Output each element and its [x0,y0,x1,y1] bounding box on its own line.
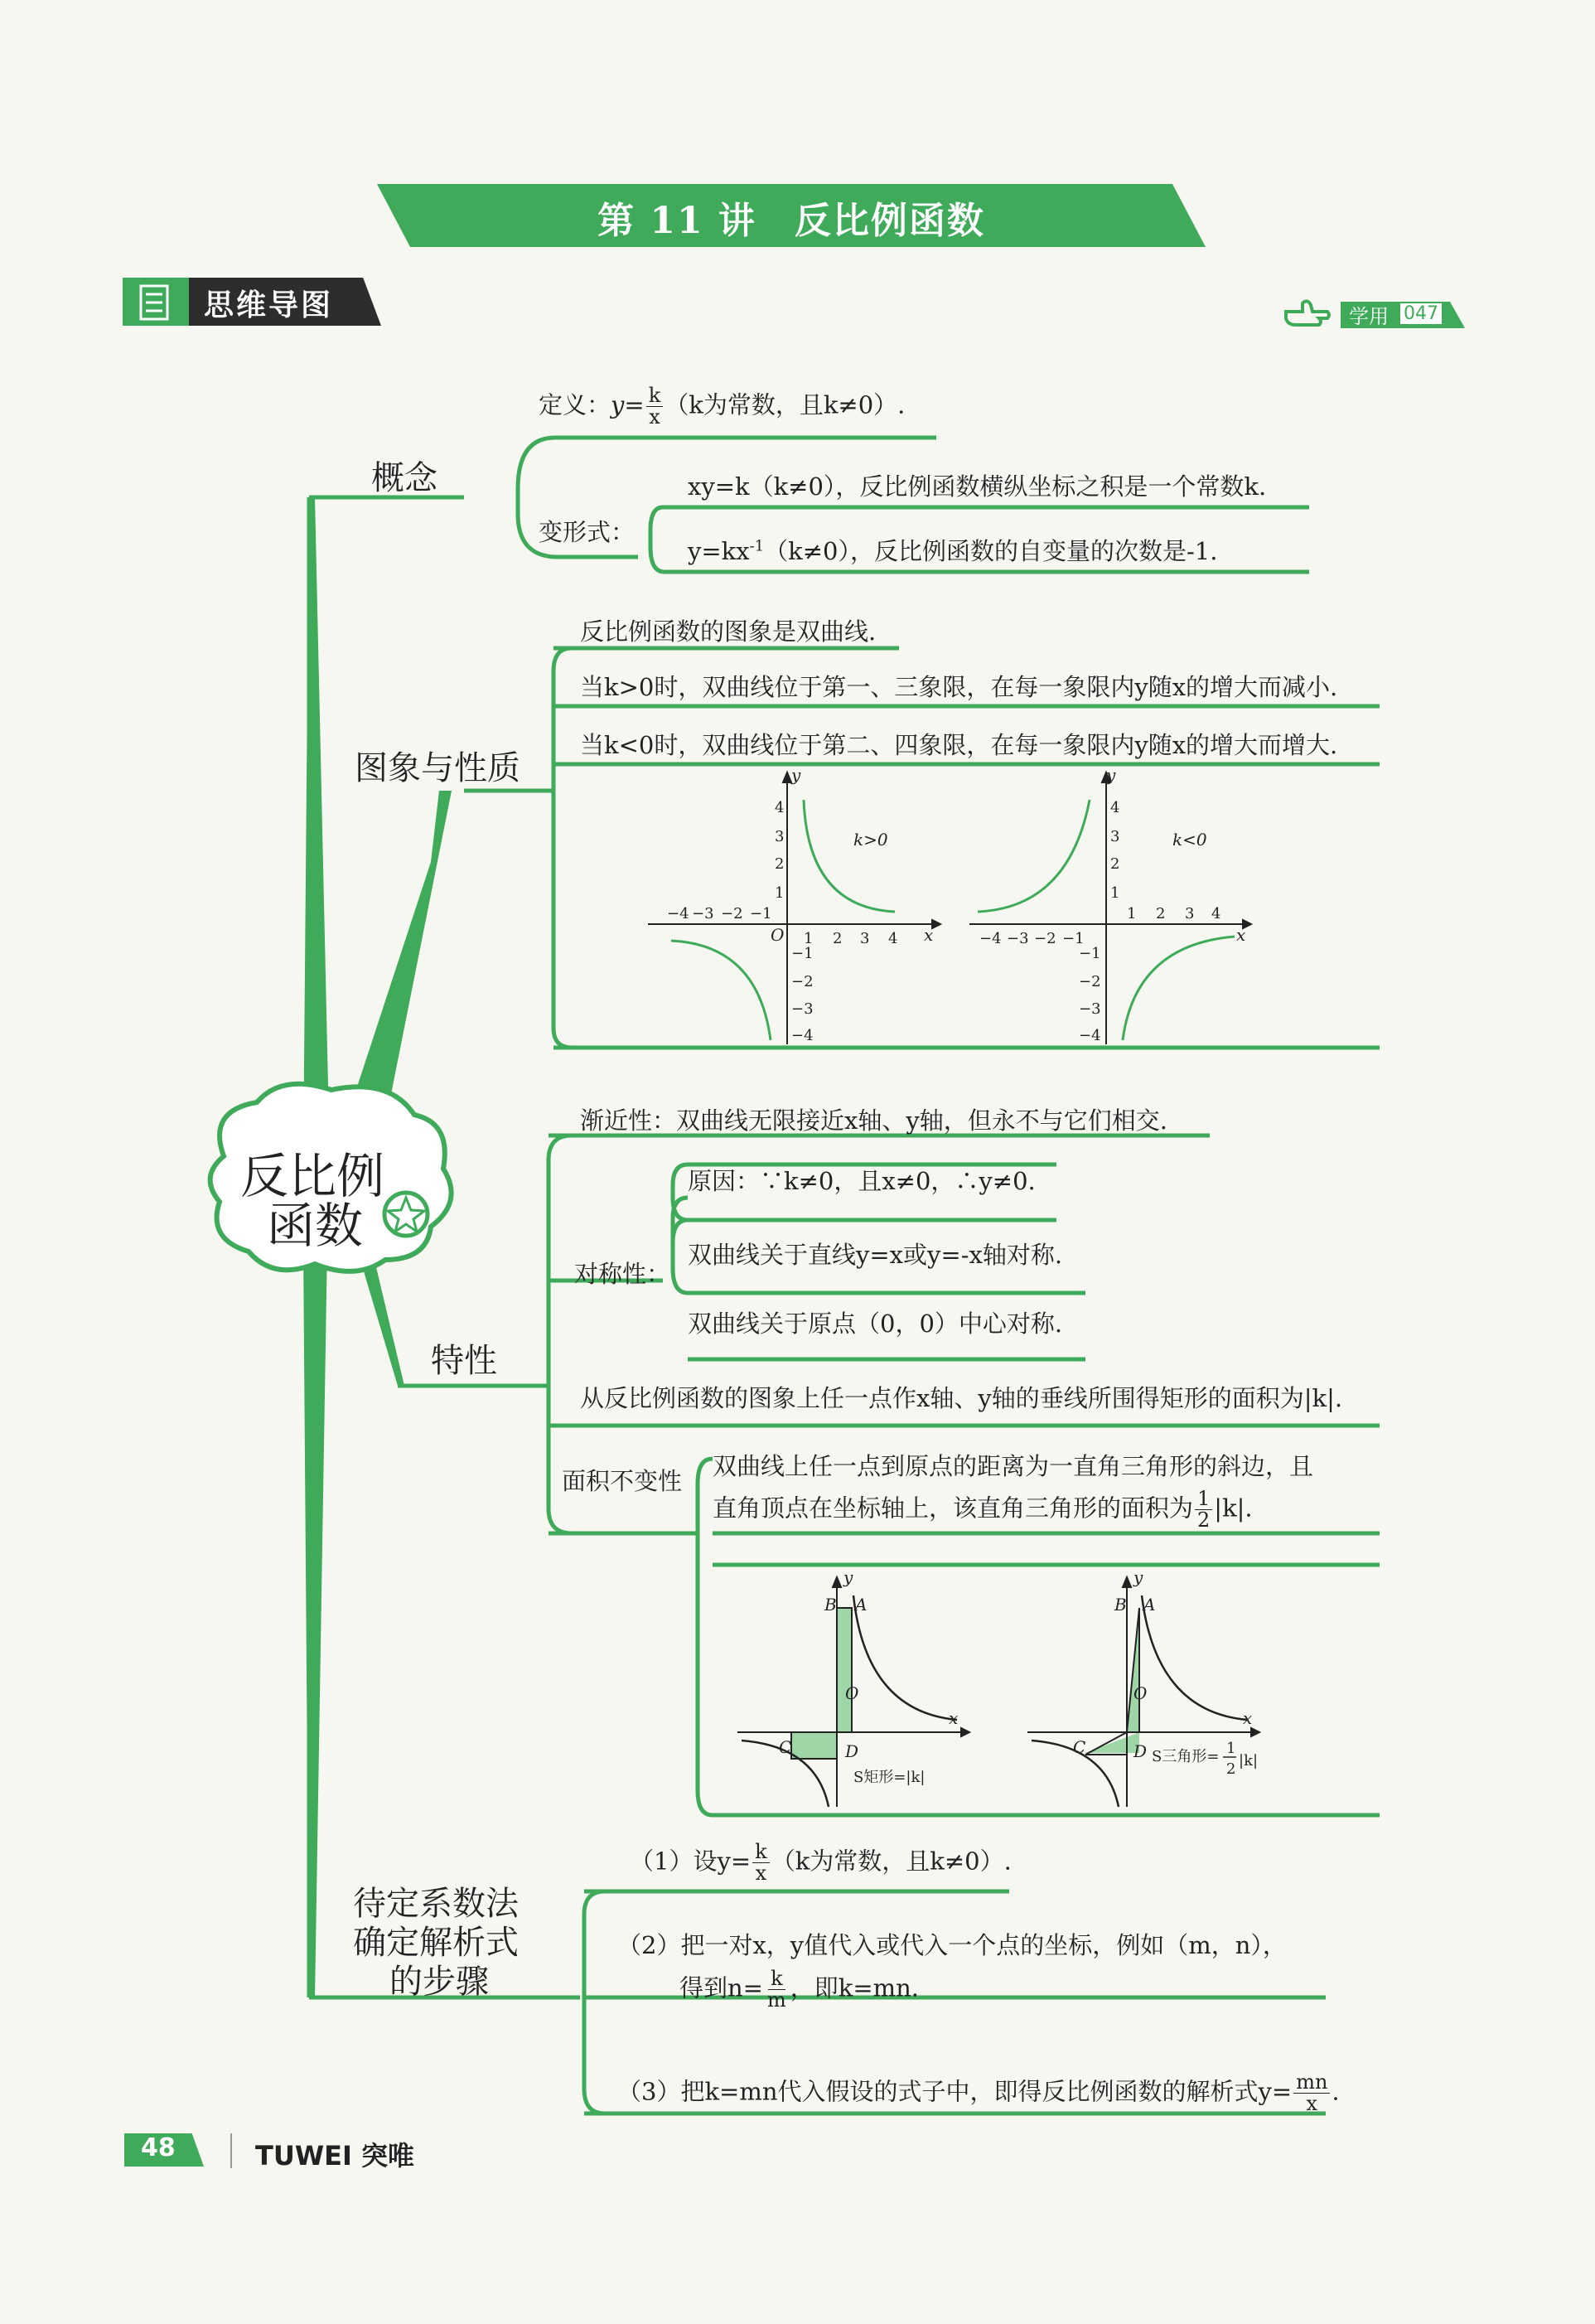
fig-left-C: C [779,1737,792,1757]
usage-number: 047 [1400,303,1442,324]
svg-text:3: 3 [1185,905,1195,922]
origin-left: O [771,925,785,945]
definition: 定义：y= $\frac{k}{x}$ （k为常数，且k≠0）. [539,384,906,429]
branch-graph: 图象与性质 [355,749,520,787]
branch-steps-line3: 的步骤 [389,1963,489,2001]
step-2-line1: （2）把一对x，y值代入或代入一个点的坐标，例如（m，n）， [617,1931,1287,1959]
asymptote: 渐近性：双曲线无限接近x轴、y轴，但永不与它们相交. [580,1106,1167,1135]
branch-steps-line2: 确定解析式 [353,1924,519,1962]
s-tri-den: 2 [1226,1760,1236,1778]
lesson-title: 第 11 讲 反比例函数 [597,200,985,242]
svg-text:−3: −3 [791,1000,814,1018]
s-tri-label: S三角形= [1152,1748,1220,1765]
fig-right-O: O [1133,1683,1148,1703]
label-k-positive: k>0 [853,830,888,850]
step-2-line2: 得到n= $\frac{k}{m}$ ，即k=mn. [679,1967,920,2012]
svg-text:4: 4 [1211,905,1221,922]
svg-text:x: x [1243,1708,1253,1728]
graph-hyperbola: 反比例函数的图象是双曲线. [580,617,877,646]
svg-text:−1: −1 [1062,930,1085,947]
svg-text:3: 3 [775,828,785,845]
svg-text:−3: −3 [1079,1000,1101,1018]
variant-label: 变形式： [539,518,636,546]
graph-k-negative: 当k<0时，双曲线位于第二、四象限，在每一象限内y随x的增大而增大. [580,731,1338,759]
svg-text:1: 1 [1110,884,1120,902]
svg-text:−1: −1 [791,945,814,962]
svg-text:y: y [1133,1571,1143,1587]
fig-left-O: O [845,1683,859,1703]
page-number: 48 [141,2133,176,2162]
area-triangle-2: 直角顶点在坐标轴上，该直角三角形的面积为 $\frac{1}{2}$ |k|. [713,1487,1253,1532]
asymptote-reason: 原因：∵k≠0，且x≠0，∴y≠0. [688,1167,1036,1195]
svg-text:−2: −2 [791,973,814,990]
section-tag: 思维导图 [204,288,334,322]
svg-text:−1: −1 [750,905,772,922]
step-1: （1）设y= $\frac{k}{x}$ （k为常数，且k≠0）. [630,1840,1012,1886]
branch-features: 特性 [431,1342,497,1380]
graph-k-positive: 当k>0时，双曲线位于第一、三象限，在每一象限内y随x的增大而减小. [580,673,1338,701]
fig-right-D: D [1133,1741,1148,1761]
svg-text:2: 2 [1110,855,1120,873]
variant-1: xy=k（k≠0），反比例函数横纵坐标之积是一个常数k. [688,472,1267,501]
s-tri-num: 1 [1226,1740,1236,1757]
svg-text:1: 1 [775,884,785,902]
symmetry-origin: 双曲线关于原点（0，0）中心对称. [688,1310,1063,1338]
variant-2: $y=kx^{-1}(k\ne 0)$，反比例函数的自变量的次数是-1. [688,537,1218,565]
brand-logo: TUWEI 突唯 [255,2140,415,2171]
svg-text:−4: −4 [979,930,1002,947]
s-tri-end: |k| [1239,1752,1259,1770]
fig-left-A: A [855,1595,868,1615]
svg-text:2: 2 [775,855,785,873]
area-rectangle: 从反比例函数的图象上任一点作x轴、y轴的垂线所围得矩形的面积为|k|. [580,1384,1343,1412]
label-k-negative: k<0 [1172,830,1207,850]
hyperbola-graphs [638,763,1268,1044]
svg-text:−1: −1 [1079,945,1101,962]
symmetry-line: 双曲线关于直线y=x或y=-x轴对称. [688,1241,1063,1269]
center-topic-line2: 函数 [267,1198,364,1254]
svg-text:y: y [843,1571,853,1587]
svg-text:3: 3 [1110,828,1120,845]
axis-x-left: x [924,925,934,945]
svg-text:3: 3 [860,930,870,947]
fig-left-D: D [845,1741,859,1761]
usage-label: 学用 [1349,305,1389,328]
s-rect: S矩形=|k| [853,1769,926,1786]
svg-text:−3: −3 [692,905,714,922]
fig-right-C: C [1073,1737,1086,1757]
svg-text:4: 4 [775,799,785,816]
svg-text:4: 4 [888,930,898,947]
symmetry-label: 对称性： [574,1260,671,1288]
fig-right-B: B [1114,1595,1127,1615]
area-triangle-1: 双曲线上任一点到原点的距离为一直角三角形的斜边，且 [713,1452,1314,1480]
branch-steps-line1: 待定系数法 [353,1885,519,1923]
svg-text:2: 2 [1156,905,1166,922]
step-3: （3）把k=mn代入假设的式子中，即得反比例函数的解析式y= $\frac{mn}{x}$ . [617,2070,1340,2116]
svg-text:−2: −2 [721,905,743,922]
svg-text:x: x [949,1708,959,1728]
axis-y-right: y [1106,765,1116,785]
axis-y-left: y [791,765,801,785]
svg-text:−2: −2 [1034,930,1056,947]
center-topic-line1: 反比例 [240,1148,385,1204]
svg-text:1: 1 [804,930,814,947]
svg-text:−3: −3 [1007,930,1029,947]
area-label: 面积不变性 [562,1467,683,1495]
fig-left-B: B [824,1595,837,1615]
svg-text:−2: −2 [1079,973,1101,990]
svg-text:−4: −4 [791,1027,814,1044]
svg-text:4: 4 [1110,799,1120,816]
svg-text:1: 1 [1127,905,1137,922]
axis-x-right: x [1236,925,1246,945]
svg-text:2: 2 [833,930,843,947]
svg-text:−4: −4 [667,905,689,922]
branch-concept: 概念 [371,459,437,497]
area-figures [729,1571,1359,1811]
fig-right-A: A [1143,1595,1156,1615]
svg-text:−4: −4 [1079,1027,1101,1044]
footer-divider [230,2133,232,2168]
